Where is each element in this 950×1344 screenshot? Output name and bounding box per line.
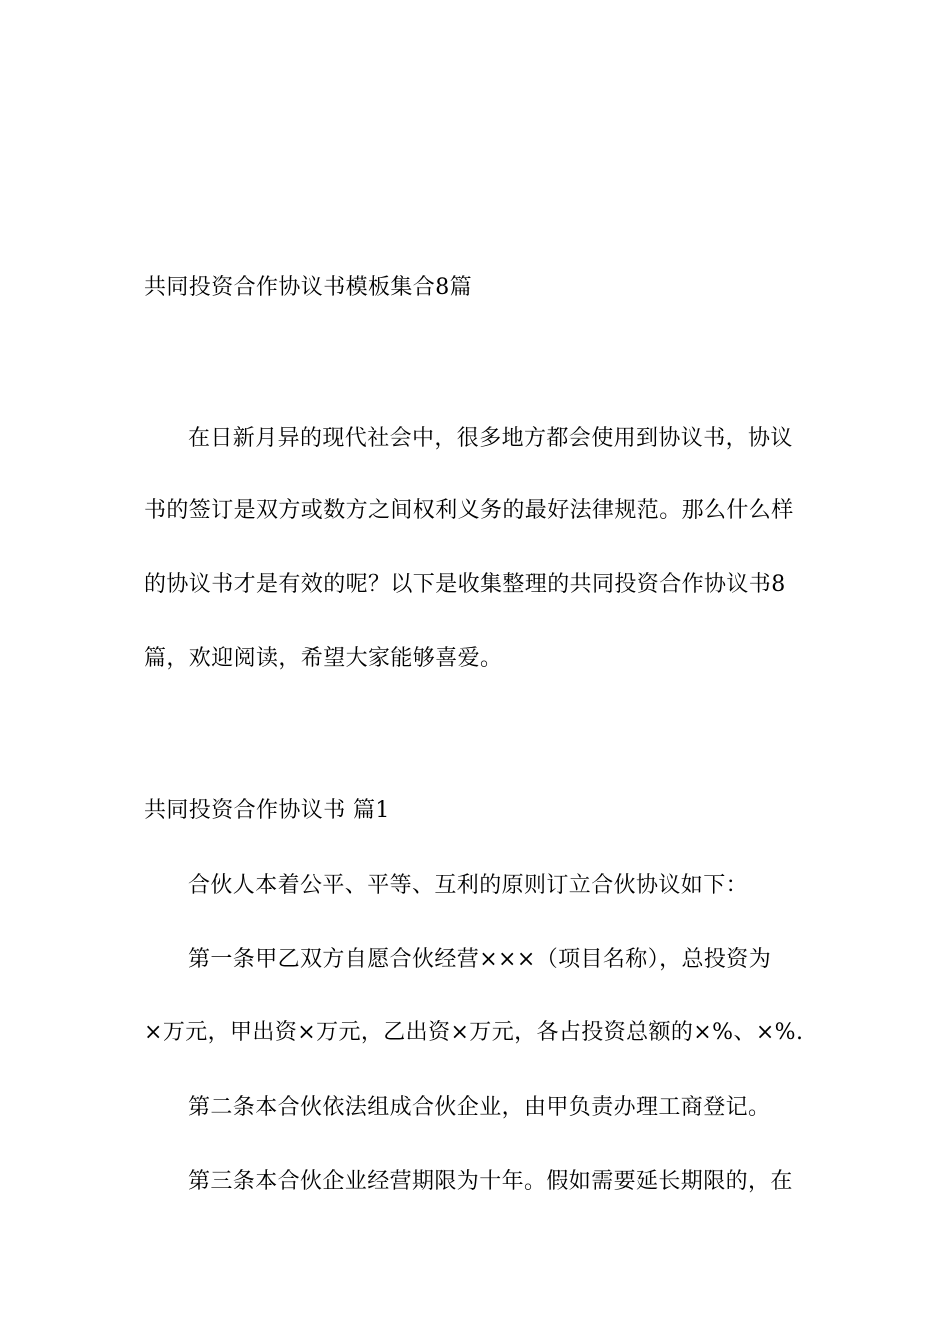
intro-line-2: 书的签订是双方或数方之间权利义务的最好法律规范。那么什么样 <box>144 498 794 523</box>
body-line-2: 第一条甲乙双方自愿合伙经营×××（项目名称），总投资为 <box>188 947 772 972</box>
document-title: 共同投资合作协议书模板集合8篇 <box>144 275 472 300</box>
intro-line-4: 篇，欢迎阅读，希望大家能够喜爱。 <box>144 646 503 671</box>
section-heading: 共同投资合作协议书 篇1 <box>144 798 390 823</box>
intro-line-3: 的协议书才是有效的呢？以下是收集整理的共同投资合作协议书8 <box>144 572 786 597</box>
body-line-3: ×万元，甲出资×万元，乙出资×万元，各占投资总额的×%、×%. <box>144 1020 804 1045</box>
body-line-4: 第二条本合伙依法组成合伙企业，由甲负责办理工商登记。 <box>188 1095 771 1120</box>
body-line-1: 合伙人本着公平、平等、互利的原则订立合伙协议如下： <box>188 873 749 898</box>
intro-line-1: 在日新月异的现代社会中，很多地方都会使用到协议书，协议 <box>188 426 793 451</box>
body-line-5: 第三条本合伙企业经营期限为十年。假如需要延长期限的，在 <box>188 1169 793 1194</box>
